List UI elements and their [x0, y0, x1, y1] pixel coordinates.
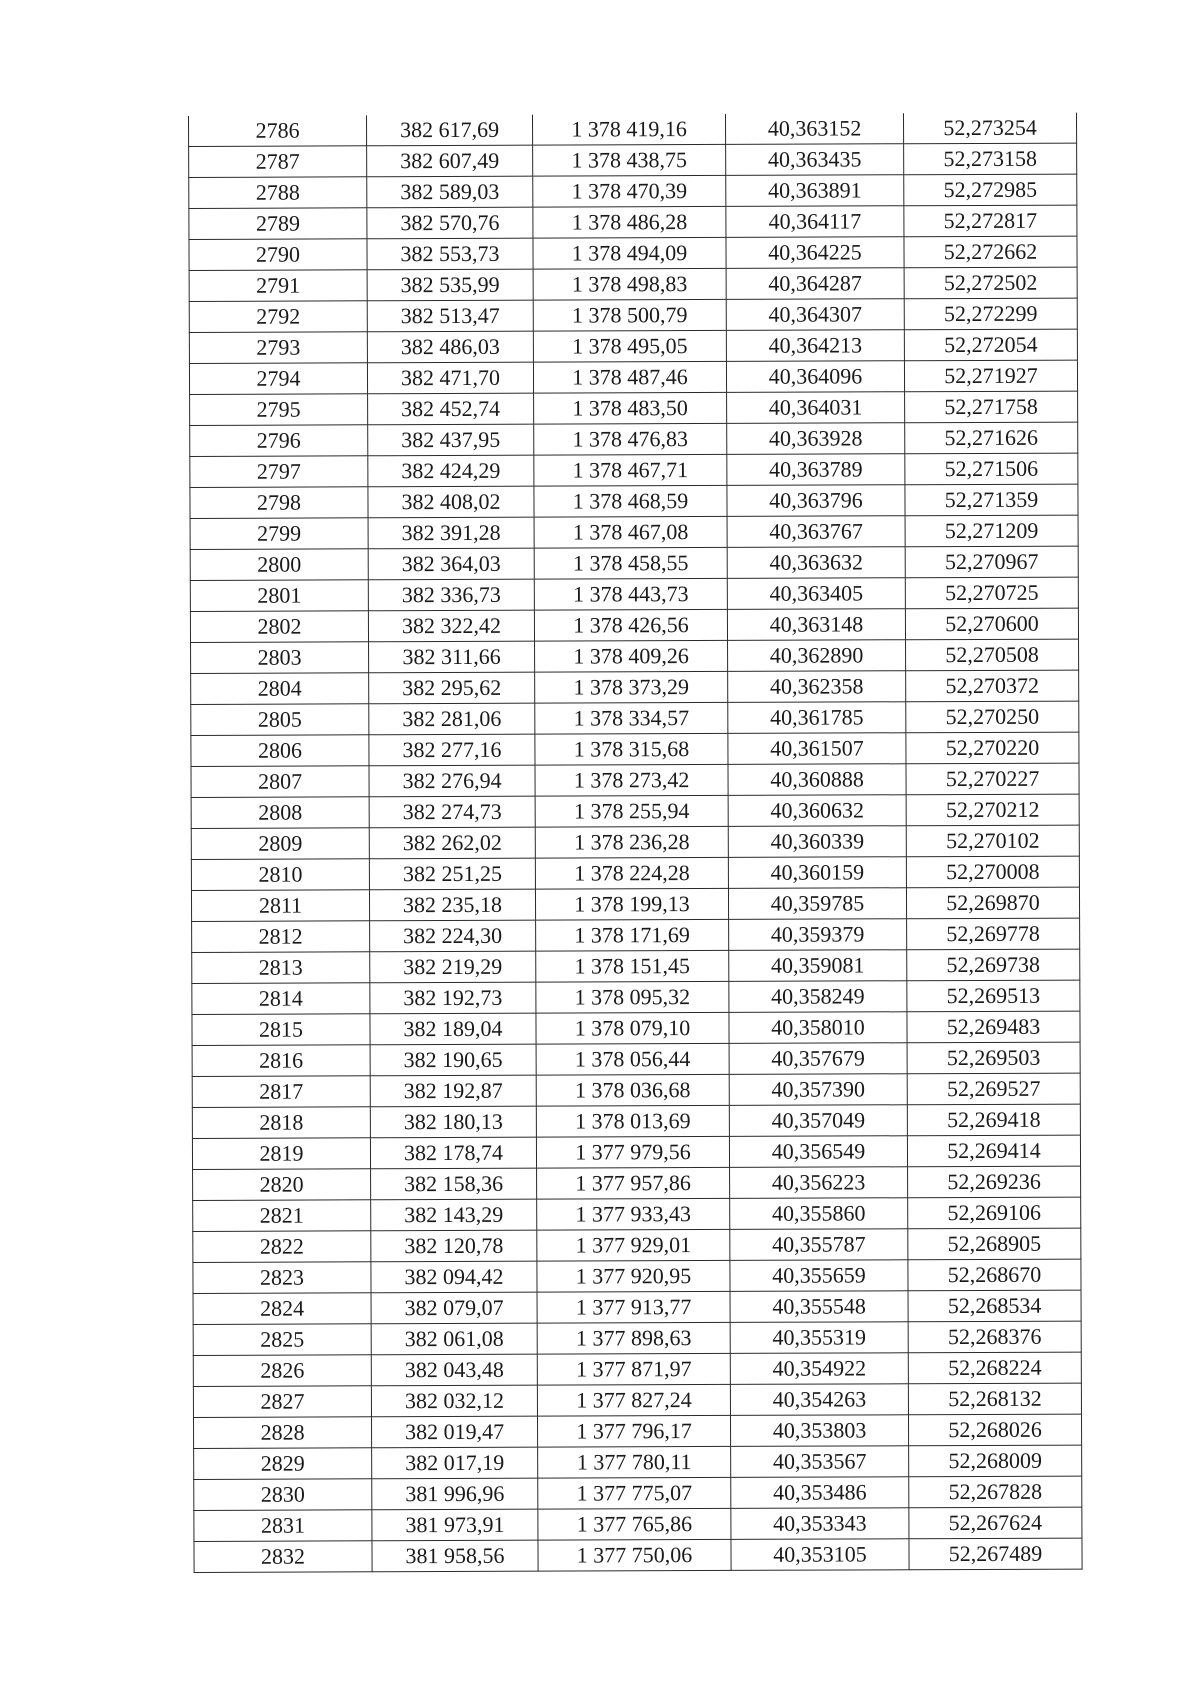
x-coordinate-cell: 382 079,07 [371, 1292, 537, 1324]
point-number-cell: 2813 [192, 952, 370, 984]
point-number-cell: 2787 [189, 146, 367, 178]
longitude-cell: 52,270102 [906, 825, 1079, 857]
x-coordinate-cell: 382 336,73 [368, 579, 534, 611]
point-number-cell: 2819 [192, 1138, 370, 1170]
y-coordinate-cell: 1 378 273,42 [535, 764, 728, 796]
point-number-cell: 2816 [192, 1045, 370, 1077]
longitude-cell: 52,268026 [908, 1414, 1081, 1446]
latitude-cell: 40,355319 [730, 1322, 908, 1354]
point-number-cell: 2794 [189, 363, 367, 395]
longitude-cell: 52,271927 [904, 360, 1077, 392]
longitude-cell: 52,270725 [905, 577, 1078, 609]
longitude-cell: 52,270227 [906, 763, 1079, 795]
table-row [192, 1104, 1080, 1138]
x-coordinate-cell: 382 277,16 [369, 734, 535, 766]
latitude-cell: 40,353567 [731, 1446, 909, 1478]
longitude-cell: 52,267624 [909, 1507, 1082, 1539]
x-coordinate-cell: 382 192,87 [370, 1075, 536, 1107]
x-coordinate-cell: 382 424,29 [368, 455, 534, 487]
y-coordinate-cell: 1 377 933,43 [537, 1198, 730, 1230]
x-coordinate-cell: 382 295,62 [369, 672, 535, 704]
latitude-cell: 40,355548 [730, 1291, 908, 1323]
longitude-cell: 52,268132 [908, 1383, 1081, 1415]
y-coordinate-cell: 1 378 171,69 [536, 919, 729, 951]
x-coordinate-cell: 382 043,48 [371, 1354, 537, 1386]
latitude-cell: 40,357679 [729, 1043, 907, 1075]
y-coordinate-cell: 1 378 079,10 [536, 1012, 729, 1044]
point-number-cell: 2815 [192, 1014, 370, 1046]
point-number-cell: 2797 [190, 456, 368, 488]
table-row [189, 360, 1077, 394]
y-coordinate-cell: 1 378 487,46 [533, 361, 726, 393]
point-number-cell: 2791 [189, 270, 367, 302]
table-row [191, 639, 1079, 673]
x-coordinate-cell: 382 617,69 [366, 115, 532, 146]
table-row [193, 1321, 1081, 1355]
point-number-cell: 2805 [191, 704, 369, 736]
point-number-cell: 2827 [193, 1386, 371, 1418]
y-coordinate-cell: 1 378 013,69 [536, 1105, 729, 1137]
point-number-cell: 2800 [190, 549, 368, 581]
table-row [193, 1166, 1081, 1200]
latitude-cell: 40,353105 [731, 1539, 909, 1571]
y-coordinate-cell: 1 378 483,50 [534, 392, 727, 424]
y-coordinate-cell: 1 377 957,86 [537, 1167, 730, 1199]
point-number-cell: 2824 [193, 1293, 371, 1325]
point-number-cell: 2808 [191, 797, 369, 829]
longitude-cell: 52,272054 [904, 329, 1077, 361]
longitude-cell: 52,267489 [909, 1538, 1082, 1570]
table-row [190, 515, 1078, 549]
longitude-cell: 52,269513 [907, 980, 1080, 1012]
latitude-cell: 40,359081 [729, 950, 907, 982]
y-coordinate-cell: 1 378 476,83 [534, 423, 727, 455]
table-row [193, 1414, 1081, 1448]
x-coordinate-cell: 382 178,74 [370, 1137, 536, 1169]
longitude-cell: 52,269738 [907, 949, 1080, 981]
x-coordinate-cell: 382 452,74 [368, 393, 534, 425]
latitude-cell: 40,363796 [727, 485, 905, 517]
table-row [191, 701, 1079, 735]
latitude-cell: 40,357049 [729, 1105, 907, 1137]
x-coordinate-cell: 382 589,03 [367, 176, 533, 208]
latitude-cell: 40,361785 [728, 702, 906, 734]
x-coordinate-cell: 382 553,73 [367, 238, 533, 270]
x-coordinate-cell: 382 192,73 [370, 982, 536, 1014]
y-coordinate-cell: 1 378 409,26 [535, 640, 728, 672]
latitude-cell: 40,363435 [726, 144, 904, 176]
latitude-cell: 40,359379 [729, 919, 907, 951]
y-coordinate-cell: 1 378 151,45 [536, 950, 729, 982]
latitude-cell: 40,355860 [730, 1198, 908, 1230]
latitude-cell: 40,361507 [728, 733, 906, 765]
table-row [190, 453, 1078, 487]
x-coordinate-cell: 382 570,76 [367, 207, 533, 239]
point-number-cell: 2817 [192, 1076, 370, 1108]
longitude-cell: 52,272299 [904, 298, 1077, 330]
table-row [189, 329, 1077, 363]
latitude-cell: 40,364225 [726, 237, 904, 269]
x-coordinate-cell: 381 996,96 [372, 1478, 538, 1510]
y-coordinate-cell: 1 377 898,63 [537, 1322, 730, 1354]
y-coordinate-cell: 1 378 467,71 [534, 454, 727, 486]
latitude-cell: 40,363152 [725, 113, 903, 144]
point-number-cell: 2814 [192, 983, 370, 1015]
latitude-cell: 40,364096 [726, 361, 904, 393]
longitude-cell: 52,272985 [904, 174, 1077, 206]
latitude-cell: 40,358249 [729, 981, 907, 1013]
latitude-cell: 40,354263 [730, 1384, 908, 1416]
table-row [190, 422, 1078, 456]
table-row [189, 113, 1077, 147]
longitude-cell: 52,270250 [906, 701, 1079, 733]
y-coordinate-cell: 1 378 438,75 [533, 144, 726, 176]
longitude-cell: 52,269414 [907, 1135, 1080, 1167]
y-coordinate-cell: 1 378 224,28 [535, 857, 728, 889]
point-number-cell: 2823 [193, 1262, 371, 1294]
latitude-cell: 40,356549 [729, 1136, 907, 1168]
longitude-cell: 52,271626 [905, 422, 1078, 454]
longitude-cell: 52,273158 [904, 143, 1077, 175]
y-coordinate-cell: 1 377 750,06 [538, 1539, 731, 1571]
longitude-cell: 52,271758 [905, 391, 1078, 423]
x-coordinate-cell: 382 311,66 [369, 641, 535, 673]
longitude-cell: 52,269778 [907, 918, 1080, 950]
table-row [190, 391, 1078, 425]
table-row [190, 484, 1078, 518]
y-coordinate-cell: 1 377 920,95 [537, 1260, 730, 1292]
latitude-cell: 40,362890 [728, 640, 906, 672]
longitude-cell: 52,272817 [904, 205, 1077, 237]
x-coordinate-cell: 382 235,18 [369, 889, 535, 921]
point-number-cell: 2796 [190, 425, 368, 457]
point-number-cell: 2818 [192, 1107, 370, 1139]
point-number-cell: 2829 [194, 1448, 372, 1480]
latitude-cell: 40,360888 [728, 764, 906, 796]
point-number-cell: 2820 [193, 1169, 371, 1201]
latitude-cell: 40,353343 [731, 1508, 909, 1540]
y-coordinate-cell: 1 377 827,24 [537, 1384, 730, 1416]
table-row [189, 143, 1077, 177]
x-coordinate-cell: 382 251,25 [369, 858, 535, 890]
table-row [193, 1197, 1081, 1231]
table-row [192, 1073, 1080, 1107]
table-row [193, 1383, 1081, 1417]
point-number-cell: 2795 [190, 394, 368, 426]
point-number-cell: 2812 [192, 921, 370, 953]
latitude-cell: 40,360159 [728, 857, 906, 889]
point-number-cell: 2822 [193, 1231, 371, 1263]
y-coordinate-cell: 1 378 495,05 [533, 330, 726, 362]
x-coordinate-cell: 382 391,28 [368, 517, 534, 549]
table-row [192, 1042, 1080, 1076]
latitude-cell: 40,363148 [727, 609, 905, 641]
x-coordinate-cell: 382 364,03 [368, 548, 534, 580]
latitude-cell: 40,360339 [728, 826, 906, 858]
table-row [191, 825, 1079, 859]
y-coordinate-cell: 1 378 498,83 [533, 268, 726, 300]
table-row [193, 1352, 1081, 1386]
table-row [191, 794, 1079, 828]
x-coordinate-cell: 382 120,78 [371, 1230, 537, 1262]
y-coordinate-cell: 1 378 095,32 [536, 981, 729, 1013]
point-number-cell: 2832 [194, 1541, 372, 1573]
longitude-cell: 52,270508 [906, 639, 1079, 671]
point-number-cell: 2826 [193, 1355, 371, 1387]
table-row [192, 1011, 1080, 1045]
x-coordinate-cell: 382 061,08 [371, 1323, 537, 1355]
table-row [192, 1135, 1080, 1169]
x-coordinate-cell: 382 408,02 [368, 486, 534, 518]
table-row [189, 267, 1077, 301]
y-coordinate-cell: 1 378 500,79 [533, 299, 726, 331]
point-number-cell: 2810 [191, 859, 369, 891]
x-coordinate-cell: 382 224,30 [370, 920, 536, 952]
latitude-cell: 40,363928 [727, 423, 905, 455]
latitude-cell: 40,364307 [726, 299, 904, 331]
table-row [191, 670, 1079, 704]
x-coordinate-cell: 382 262,02 [369, 827, 535, 859]
table-row [192, 980, 1080, 1014]
longitude-cell: 52,270372 [906, 670, 1079, 702]
y-coordinate-cell: 1 377 929,01 [537, 1229, 730, 1261]
latitude-cell: 40,355659 [730, 1260, 908, 1292]
longitude-cell: 52,269418 [907, 1104, 1080, 1136]
y-coordinate-cell: 1 378 373,29 [535, 671, 728, 703]
y-coordinate-cell: 1 377 765,86 [538, 1508, 731, 1540]
table-row [193, 1290, 1081, 1324]
point-number-cell: 2830 [194, 1479, 372, 1511]
point-number-cell: 2809 [191, 828, 369, 860]
x-coordinate-cell: 382 094,42 [371, 1261, 537, 1293]
table-row [191, 887, 1079, 921]
longitude-cell: 52,268009 [909, 1445, 1082, 1477]
longitude-cell: 52,267828 [909, 1476, 1082, 1508]
y-coordinate-cell: 1 378 443,73 [534, 578, 727, 610]
table-row [191, 856, 1079, 890]
y-coordinate-cell: 1 378 315,68 [535, 733, 728, 765]
longitude-cell: 52,268670 [908, 1259, 1081, 1291]
longitude-cell: 52,268905 [908, 1228, 1081, 1260]
y-coordinate-cell: 1 378 486,28 [533, 206, 726, 238]
point-number-cell: 2799 [190, 518, 368, 550]
y-coordinate-cell: 1 377 775,07 [538, 1477, 731, 1509]
table-row [190, 577, 1078, 611]
longitude-cell: 52,271209 [905, 515, 1078, 547]
point-number-cell: 2802 [190, 611, 368, 643]
point-number-cell: 2789 [189, 208, 367, 240]
x-coordinate-cell: 382 019,47 [371, 1416, 537, 1448]
y-coordinate-cell: 1 378 199,13 [535, 888, 728, 920]
y-coordinate-cell: 1 378 494,09 [533, 237, 726, 269]
latitude-cell: 40,363891 [726, 175, 904, 207]
table-row [194, 1445, 1082, 1479]
x-coordinate-cell: 382 190,65 [370, 1044, 536, 1076]
longitude-cell: 52,273254 [903, 113, 1076, 144]
longitude-cell: 52,269870 [906, 887, 1079, 919]
x-coordinate-cell: 382 322,42 [368, 610, 534, 642]
coordinate-table [188, 113, 1083, 1573]
latitude-cell: 40,364287 [726, 268, 904, 300]
coordinate-table-body [189, 113, 1083, 1573]
table-row [189, 236, 1077, 270]
longitude-cell: 52,268534 [908, 1290, 1081, 1322]
latitude-cell: 40,364117 [726, 206, 904, 238]
longitude-cell: 52,272662 [904, 236, 1077, 268]
longitude-cell: 52,269483 [907, 1011, 1080, 1043]
point-number-cell: 2788 [189, 177, 367, 209]
y-coordinate-cell: 1 378 255,94 [535, 795, 728, 827]
x-coordinate-cell: 382 032,12 [371, 1385, 537, 1417]
longitude-cell: 52,270600 [905, 608, 1078, 640]
longitude-cell: 52,272502 [904, 267, 1077, 299]
table-row [193, 1228, 1081, 1262]
point-number-cell: 2798 [190, 487, 368, 519]
table-row [190, 608, 1078, 642]
longitude-cell: 52,270967 [905, 546, 1078, 578]
x-coordinate-cell: 382 471,70 [367, 362, 533, 394]
latitude-cell: 40,363405 [727, 578, 905, 610]
x-coordinate-cell: 382 437,95 [368, 424, 534, 456]
longitude-cell: 52,268224 [908, 1352, 1081, 1384]
longitude-cell: 52,270008 [906, 856, 1079, 888]
table-row [194, 1507, 1082, 1541]
latitude-cell: 40,358010 [729, 1012, 907, 1044]
y-coordinate-cell: 1 377 780,11 [538, 1446, 731, 1478]
latitude-cell: 40,363767 [727, 516, 905, 548]
longitude-cell: 52,270212 [906, 794, 1079, 826]
y-coordinate-cell: 1 378 334,57 [535, 702, 728, 734]
latitude-cell: 40,355787 [730, 1229, 908, 1261]
x-coordinate-cell: 381 958,56 [372, 1540, 538, 1572]
latitude-cell: 40,357390 [729, 1074, 907, 1106]
table-row [193, 1259, 1081, 1293]
table-row [194, 1476, 1082, 1510]
latitude-cell: 40,359785 [728, 888, 906, 920]
y-coordinate-cell: 1 378 036,68 [536, 1074, 729, 1106]
x-coordinate-cell: 382 219,29 [370, 951, 536, 983]
longitude-cell: 52,268376 [908, 1321, 1081, 1353]
longitude-cell: 52,269106 [908, 1197, 1081, 1229]
latitude-cell: 40,363789 [727, 454, 905, 486]
point-number-cell: 2803 [191, 642, 369, 674]
point-number-cell: 2825 [193, 1324, 371, 1356]
point-number-cell: 2792 [189, 301, 367, 333]
point-number-cell: 2786 [189, 115, 367, 146]
table-row [191, 763, 1079, 797]
point-number-cell: 2790 [189, 239, 367, 271]
x-coordinate-cell: 381 973,91 [372, 1509, 538, 1541]
x-coordinate-cell: 382 189,04 [370, 1013, 536, 1045]
table-row [189, 205, 1077, 239]
y-coordinate-cell: 1 378 236,28 [535, 826, 728, 858]
latitude-cell: 40,356223 [730, 1167, 908, 1199]
table-row [192, 918, 1080, 952]
y-coordinate-cell: 1 378 419,16 [532, 114, 725, 145]
x-coordinate-cell: 382 607,49 [367, 145, 533, 177]
x-coordinate-cell: 382 180,13 [370, 1106, 536, 1138]
longitude-cell: 52,269236 [908, 1166, 1081, 1198]
longitude-cell: 52,271506 [905, 453, 1078, 485]
latitude-cell: 40,362358 [728, 671, 906, 703]
y-coordinate-cell: 1 377 979,56 [536, 1136, 729, 1168]
latitude-cell: 40,353486 [731, 1477, 909, 1509]
x-coordinate-cell: 382 535,99 [367, 269, 533, 301]
table-row [189, 298, 1077, 332]
table-row [190, 546, 1078, 580]
longitude-cell: 52,269527 [907, 1073, 1080, 1105]
x-coordinate-cell: 382 486,03 [367, 331, 533, 363]
point-number-cell: 2821 [193, 1200, 371, 1232]
coordinate-table-sheet [188, 113, 1082, 1573]
longitude-cell: 52,271359 [905, 484, 1078, 516]
x-coordinate-cell: 382 158,36 [371, 1168, 537, 1200]
table-row [191, 732, 1079, 766]
latitude-cell: 40,360632 [728, 795, 906, 827]
longitude-cell: 52,269503 [907, 1042, 1080, 1074]
y-coordinate-cell: 1 378 426,56 [534, 609, 727, 641]
point-number-cell: 2831 [194, 1510, 372, 1542]
point-number-cell: 2811 [191, 890, 369, 922]
y-coordinate-cell: 1 377 871,97 [537, 1353, 730, 1385]
table-row [189, 174, 1077, 208]
latitude-cell: 40,364213 [726, 330, 904, 362]
latitude-cell: 40,353803 [730, 1415, 908, 1447]
y-coordinate-cell: 1 378 468,59 [534, 485, 727, 517]
point-number-cell: 2807 [191, 766, 369, 798]
point-number-cell: 2801 [190, 580, 368, 612]
y-coordinate-cell: 1 378 458,55 [534, 547, 727, 579]
y-coordinate-cell: 1 378 470,39 [533, 175, 726, 207]
longitude-cell: 52,270220 [906, 732, 1079, 764]
table-row [194, 1538, 1082, 1572]
x-coordinate-cell: 382 143,29 [371, 1199, 537, 1231]
y-coordinate-cell: 1 377 796,17 [537, 1415, 730, 1447]
x-coordinate-cell: 382 276,94 [369, 765, 535, 797]
latitude-cell: 40,364031 [727, 392, 905, 424]
x-coordinate-cell: 382 281,06 [369, 703, 535, 735]
table-row [192, 949, 1080, 983]
point-number-cell: 2793 [189, 332, 367, 364]
x-coordinate-cell: 382 274,73 [369, 796, 535, 828]
latitude-cell: 40,354922 [730, 1353, 908, 1385]
x-coordinate-cell: 382 513,47 [367, 300, 533, 332]
y-coordinate-cell: 1 378 467,08 [534, 516, 727, 548]
point-number-cell: 2804 [191, 673, 369, 705]
latitude-cell: 40,363632 [727, 547, 905, 579]
point-number-cell: 2806 [191, 735, 369, 767]
x-coordinate-cell: 382 017,19 [372, 1447, 538, 1479]
y-coordinate-cell: 1 378 056,44 [536, 1043, 729, 1075]
point-number-cell: 2828 [193, 1417, 371, 1449]
y-coordinate-cell: 1 377 913,77 [537, 1291, 730, 1323]
